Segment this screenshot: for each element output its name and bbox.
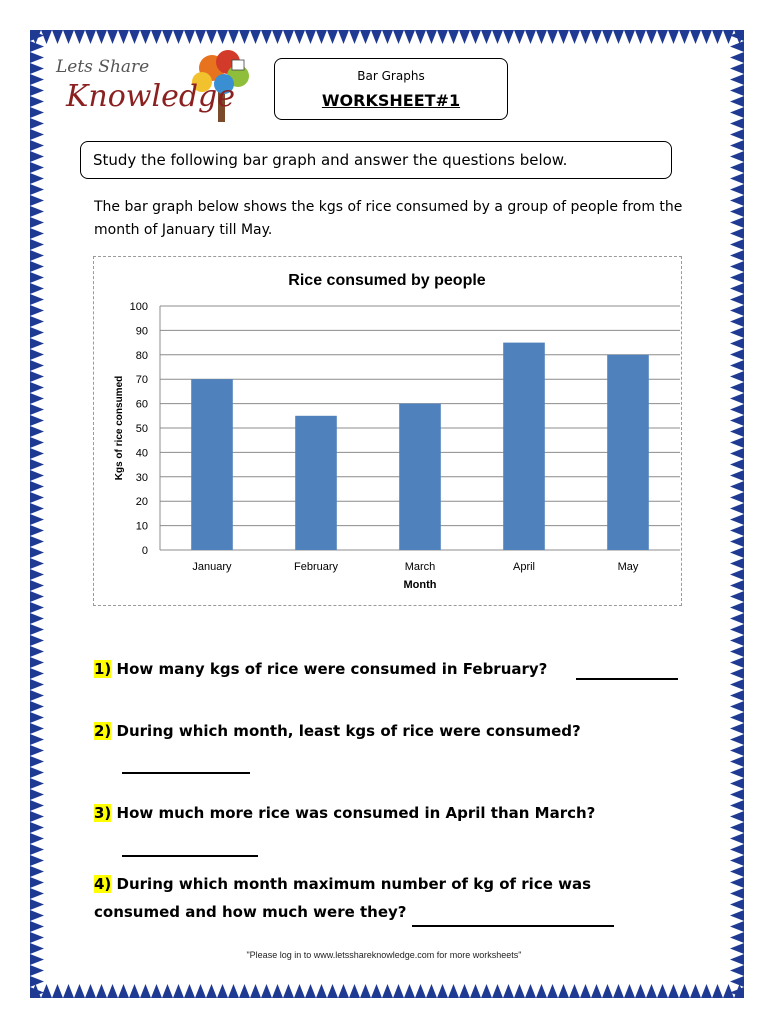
logo-line1: Lets Share (56, 57, 150, 77)
chart-frame (93, 256, 682, 606)
question-2 (94, 722, 581, 740)
title-box (274, 58, 508, 120)
border-right (726, 30, 744, 998)
x-tick-label: May (617, 561, 639, 573)
border-left (30, 30, 48, 998)
bar-chart (94, 257, 681, 605)
x-tick-label: April (512, 561, 536, 573)
question-1 (94, 660, 547, 678)
question-3-number: 3) (94, 804, 112, 822)
y-tick-label: 10 (135, 520, 148, 533)
x-tick-label: March (404, 561, 436, 573)
y-tick-label: 90 (135, 325, 148, 338)
bar (607, 355, 649, 550)
answer-blank-3[interactable] (122, 855, 258, 857)
x-tick-label: January (192, 561, 232, 573)
x-axis-label: Month (403, 579, 437, 591)
worksheet-subtitle: Bar Graphs (357, 69, 425, 83)
y-tick-label: 70 (135, 374, 148, 387)
worksheet-title: WORKSHEET#1 (321, 91, 461, 110)
question-2-number: 2) (94, 722, 112, 740)
y-tick-label: 60 (135, 398, 148, 411)
question-4-text: During which month maximum number of kg of rice was (116, 875, 592, 893)
question-4 (94, 875, 591, 893)
y-tick-label: 30 (135, 471, 148, 484)
question-1-number: 1) (94, 660, 112, 678)
question-3 (94, 804, 595, 822)
site-logo (52, 46, 262, 128)
border-bottom (30, 980, 744, 998)
y-tick-label: 0 (141, 545, 148, 557)
chart-title: Rice consumed by people (288, 272, 486, 289)
x-tick-label: February (293, 561, 339, 573)
bar (191, 379, 233, 550)
instruction-box: Study the following bar graph and answer the questions below. (80, 141, 672, 179)
y-tick-label: 80 (135, 349, 148, 362)
bar (399, 404, 441, 550)
bar (503, 343, 545, 550)
y-tick-label: 40 (135, 447, 148, 460)
footer-note: "Please log in to www.letsshareknowledge.com for more worksheets" (246, 950, 522, 960)
question-4-line2: consumed and how much were they? (94, 903, 407, 921)
question-3-text: How much more rice was consumed in April than March? (116, 804, 596, 822)
logo-line2: Knowledge (66, 79, 235, 114)
y-tick-label: 20 (135, 496, 148, 509)
description-text: The bar graph below shows the kgs of rice consumed by a group of people from the month of January till May. (94, 199, 683, 238)
y-tick-label: 100 (129, 301, 148, 313)
answer-blank-4[interactable] (412, 925, 614, 927)
y-tick-label: 50 (135, 423, 148, 435)
question-4-number: 4) (94, 875, 112, 893)
question-1-text: How many kgs of rice were consumed in February? (116, 660, 548, 678)
answer-blank-1[interactable] (576, 678, 678, 680)
y-axis-label: Kgs of rice consumed (114, 375, 125, 481)
bar (295, 416, 337, 550)
question-2-text: During which month, least kgs of rice were consumed? (116, 722, 581, 740)
answer-blank-2[interactable] (122, 772, 250, 774)
